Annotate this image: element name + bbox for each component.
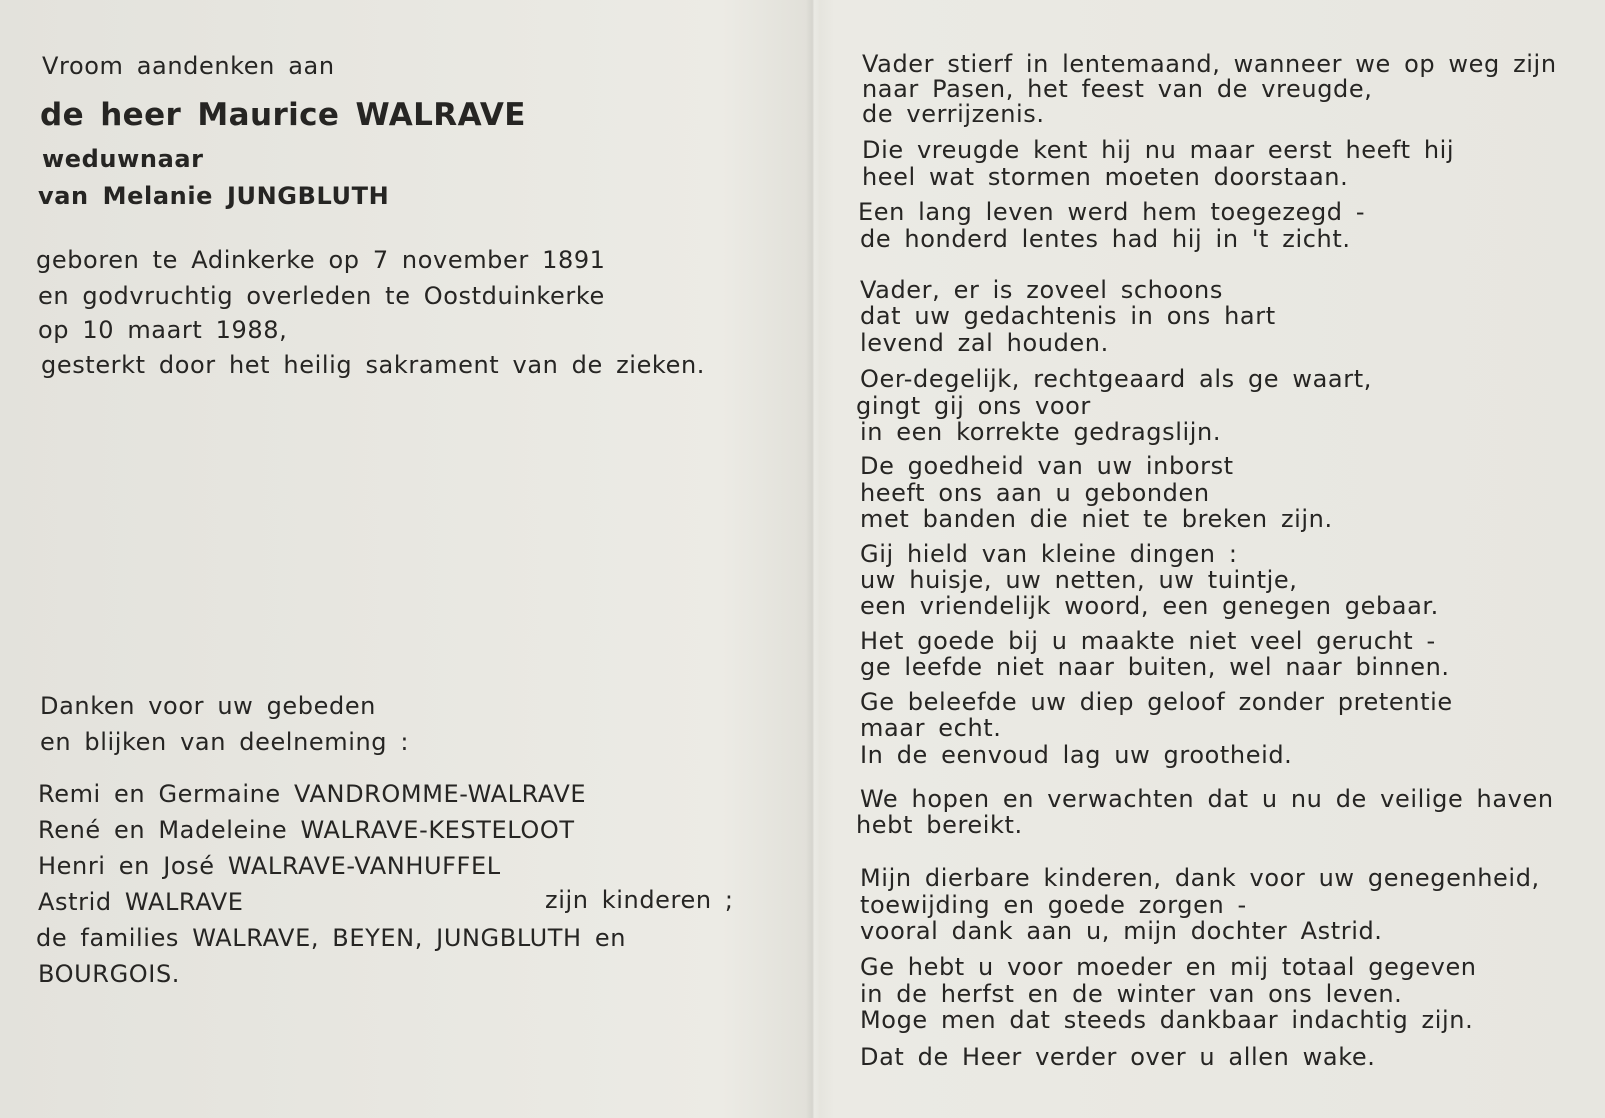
poem-line: Ge hebt u voor moeder en mij totaal gegeven <box>860 953 1477 981</box>
poem-line: maar echt. <box>860 714 1002 742</box>
poem-line: de honderd lentes had hij in 't zicht. <box>860 225 1351 253</box>
bio-line: op 10 maart 1988, <box>38 316 288 344</box>
poem-line: uw huisje, uw netten, uw tuintje, <box>860 566 1298 594</box>
poem-line: dat uw gedachtenis in ons hart <box>860 302 1276 330</box>
poem-line: levend zal houden. <box>860 329 1109 357</box>
poem-line: toewijding en goede zorgen - <box>860 891 1247 919</box>
spouse-name: van Melanie JUNGBLUTH <box>38 182 390 210</box>
poem-line: in de herfst en de winter van ons leven. <box>860 980 1403 1008</box>
poem-line: hebt bereikt. <box>856 811 1023 839</box>
poem-line: ge leefde niet naar buiten, wel naar binnen. <box>860 653 1450 681</box>
poem-line: Ge beleefde uw diep geloof zonder pretentie <box>860 688 1453 716</box>
poem-line: Het goede bij u maakte niet veel gerucht - <box>860 627 1436 655</box>
poem-line: naar Pasen, het feest van de vreugde, <box>862 75 1373 103</box>
poem-line: Vader, er is zoveel schoons <box>860 276 1223 304</box>
poem-line: een vriendelijk woord, een genegen gebaar. <box>860 592 1439 620</box>
heading: Vroom aandenken aan <box>42 52 335 80</box>
poem-line: gingt gij ons voor <box>856 392 1091 420</box>
family-line: Astrid WALRAVE <box>38 888 244 916</box>
poem-line: De goedheid van uw inborst <box>860 452 1234 480</box>
poem-line: Mijn dierbare kinderen, dank voor uw genegenheid, <box>860 864 1540 892</box>
family-line: René en Madeleine WALRAVE-KESTELOOT <box>38 816 575 844</box>
poem-line: Die vreugde kent hij nu maar eerst heeft hij <box>862 136 1455 164</box>
card-fold <box>806 0 820 1118</box>
poem-line: We hopen en verwachten dat u nu de veilige haven <box>860 785 1554 813</box>
poem-line: met banden die niet te breken zijn. <box>860 505 1333 533</box>
poem-line: in een korrekte gedragslijn. <box>860 418 1222 446</box>
deceased-name: de heer Maurice WALRAVE <box>40 97 526 133</box>
poem-line: de verrijzenis. <box>862 100 1045 128</box>
poem-line: heel wat stormen moeten doorstaan. <box>862 163 1349 191</box>
poem-line: Dat de Heer verder over u allen wake. <box>860 1043 1376 1071</box>
children-note: zijn kinderen ; <box>545 886 734 914</box>
right-page <box>820 0 1605 1118</box>
family-line: Henri en José WALRAVE-VANHUFFEL <box>38 852 501 880</box>
family-line: Remi en Germaine VANDROMME-WALRAVE <box>38 780 587 808</box>
poem-line: Oer-degelijk, rechtgeaard als ge waart, <box>860 365 1372 393</box>
poem-line: In de eenvoud lag uw grootheid. <box>860 741 1293 769</box>
bio-line: geboren te Adinkerke op 7 november 1891 <box>36 246 606 274</box>
poem-line: Moge men dat steeds dankbaar indachtig zijn. <box>860 1006 1474 1034</box>
poem-line: Gij hield van kleine dingen : <box>860 540 1238 568</box>
bio-line: en godvruchtig overleden te Oostduinkerke <box>38 282 605 310</box>
marital-status: weduwnaar <box>42 145 204 173</box>
thanks-line: Danken voor uw gebeden <box>40 692 376 720</box>
poem-line: heeft ons aan u gebonden <box>860 479 1210 507</box>
family-line: de families WALRAVE, BEYEN, JUNGBLUTH en <box>36 924 627 952</box>
poem-line: Een lang leven werd hem toegezegd - <box>858 198 1366 226</box>
poem-line: vooral dank aan u, mijn dochter Astrid. <box>860 917 1383 945</box>
thanks-line: en blijken van deelneming : <box>40 728 410 756</box>
bio-line: gesterkt door het heilig sakrament van de zieken. <box>41 351 705 379</box>
family-line: BOURGOIS. <box>38 960 181 988</box>
poem-line: Vader stierf in lentemaand, wanneer we op weg zijn <box>862 50 1557 78</box>
